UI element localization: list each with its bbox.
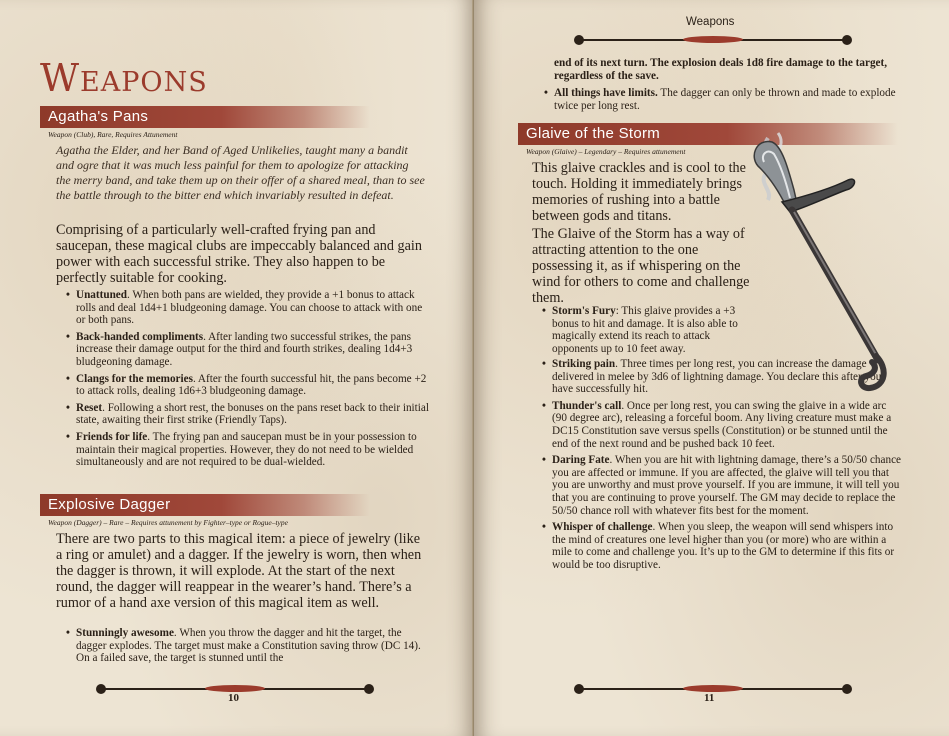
section-heading-glaive: Glaive of the Storm <box>518 123 898 145</box>
section-heading-explosive-dagger: Explosive Dagger <box>40 494 370 516</box>
left-page <box>0 0 474 736</box>
section-subtitle: Weapon (Club), Rare, Requires Attunement <box>48 130 178 139</box>
list-item: • Back-handed compliments. After landing two successful strikes, the pans increase their damage output for the third and fourth strikes, dealing 1d4+3 bludgeoning damage. <box>66 331 432 369</box>
list-item: • Stunningly awesome. When you throw the dagger and hit the target, the dagger explodes. The target must make a Constitution saving throw (DC 14). On a failed save, the target is stunned until the <box>66 627 432 665</box>
feature-list <box>544 87 904 116</box>
section-subtitle: Weapon (Glaive) – Legendary – Requires attunement <box>526 147 686 156</box>
item-description: Comprising of a particularly well-crafted frying pan and saucepan, these magical clubs are impeccably balanced and gain power with each successful strike. They also happen to be perfectly suitable for cooking. <box>56 222 422 286</box>
list-item: • Striking pain. Three times per long rest, you can increase the damage delivered in melee by 3d6 of lightning damage. You declare this after you have successfully hit. <box>542 358 904 396</box>
feature-list <box>542 305 750 359</box>
list-item: • Whisper of challenge. When you sleep, the weapon will send whispers into the mind of creatures one level higher than you (or more) who are within a mile to come and challenge you. It’s up to the GM to determine if this fits or would be too disruptive. <box>542 521 904 571</box>
continued-text: end of its next turn. The explosion deals 1d8 fire damage to the target, regardless of the save. <box>554 57 888 82</box>
feature-list <box>66 627 432 669</box>
item-description: This glaive crackles and is cool to the touch. Holding it immediately brings memories of rushing into a battle between gods and titans. <box>532 160 746 224</box>
feature-list <box>66 289 432 473</box>
list-item: • Daring Fate. When you are hit with lightning damage, there’s a 50/50 chance you are affected or immune. If you are affected, the glaive will tell you that you are unworthy and must prove yourself. If you are immune, it will tell you that you are continuing to prove yourself. The GM may decide to replace the 50/50 chance roll with whatever fits best for the moment. <box>542 454 904 517</box>
list-item: • All things have limits. The dagger can only be thrown and made to explode twice per long rest. <box>544 87 904 112</box>
list-item: • Friends for life. The frying pan and saucepan must be in your possession to maintain their magical properties. However, they do not need to be wielded simultaneously and are not required to be dual-wielded. <box>66 431 432 469</box>
section-subtitle: Weapon (Dagger) – Rare – Requires attunement by Fighter–type or Rogue–type <box>48 518 288 527</box>
section-heading-agathas-pans: Agatha's Pans <box>40 106 370 128</box>
page-number: 10 <box>228 692 239 704</box>
item-description: The Glaive of the Storm has a way of attracting attention to the one possessing it, as if whispering on the wind for others to come and challenge them. <box>532 226 750 306</box>
list-item: • Thunder's call. Once per long rest, you can swing the glaive in a wide arc (90 degree arc), releasing a forceful boom. Any living creature must make a DC15 Constitution save versus spells (Constitution) or be stunned until the end of the next round and be pushed back 10 feet. <box>542 400 904 450</box>
list-item: • Clangs for the memories. After the fourth successful hit, the pans become +2 to attack rolls, dealing 1d6+3 bludgeoning damage. <box>66 373 432 398</box>
item-description: There are two parts to this magical item: a piece of jewelry (like a ring or amulet) and a dagger. If the jewelry is worn, then when the dagger is thrown, it will explode. At the start of the next round, the dagger will reappear in the wearer’s hand. There’s a rumor of a hand axe version of this magical item as well. <box>56 531 422 611</box>
list-item: • Unattuned. When both pans are wielded, they provide a +1 bonus to attack rolls and deal 1d4+1 bludgeoning damage. You can choose to attack with one or both pans. <box>66 289 432 327</box>
list-item: • Reset. Following a short rest, the bonuses on the pans reset back to their initial state, awaiting their first strike (Friendly Taps). <box>66 402 432 427</box>
running-head: Weapons <box>686 16 735 28</box>
list-item: • Storm's Fury: This glaive provides a +3 bonus to hit and damage. It is also able to magically extend its reach to attack opponents up to 10 feet away. <box>542 305 750 355</box>
page-number: 11 <box>704 692 715 704</box>
page-title: Weapons <box>40 56 208 100</box>
header-divider <box>578 34 848 46</box>
flavor-text: Agatha the Elder, and her Band of Aged Unlikelies, taught many a bandit and ogre that it was much less painful for them to apologize for attacking the merry band, and take them up on their offer of a shared meal, than to see the battle through to the bitter end which invariably resulted in defeat. <box>56 143 425 202</box>
glaive-illustration <box>738 128 908 398</box>
